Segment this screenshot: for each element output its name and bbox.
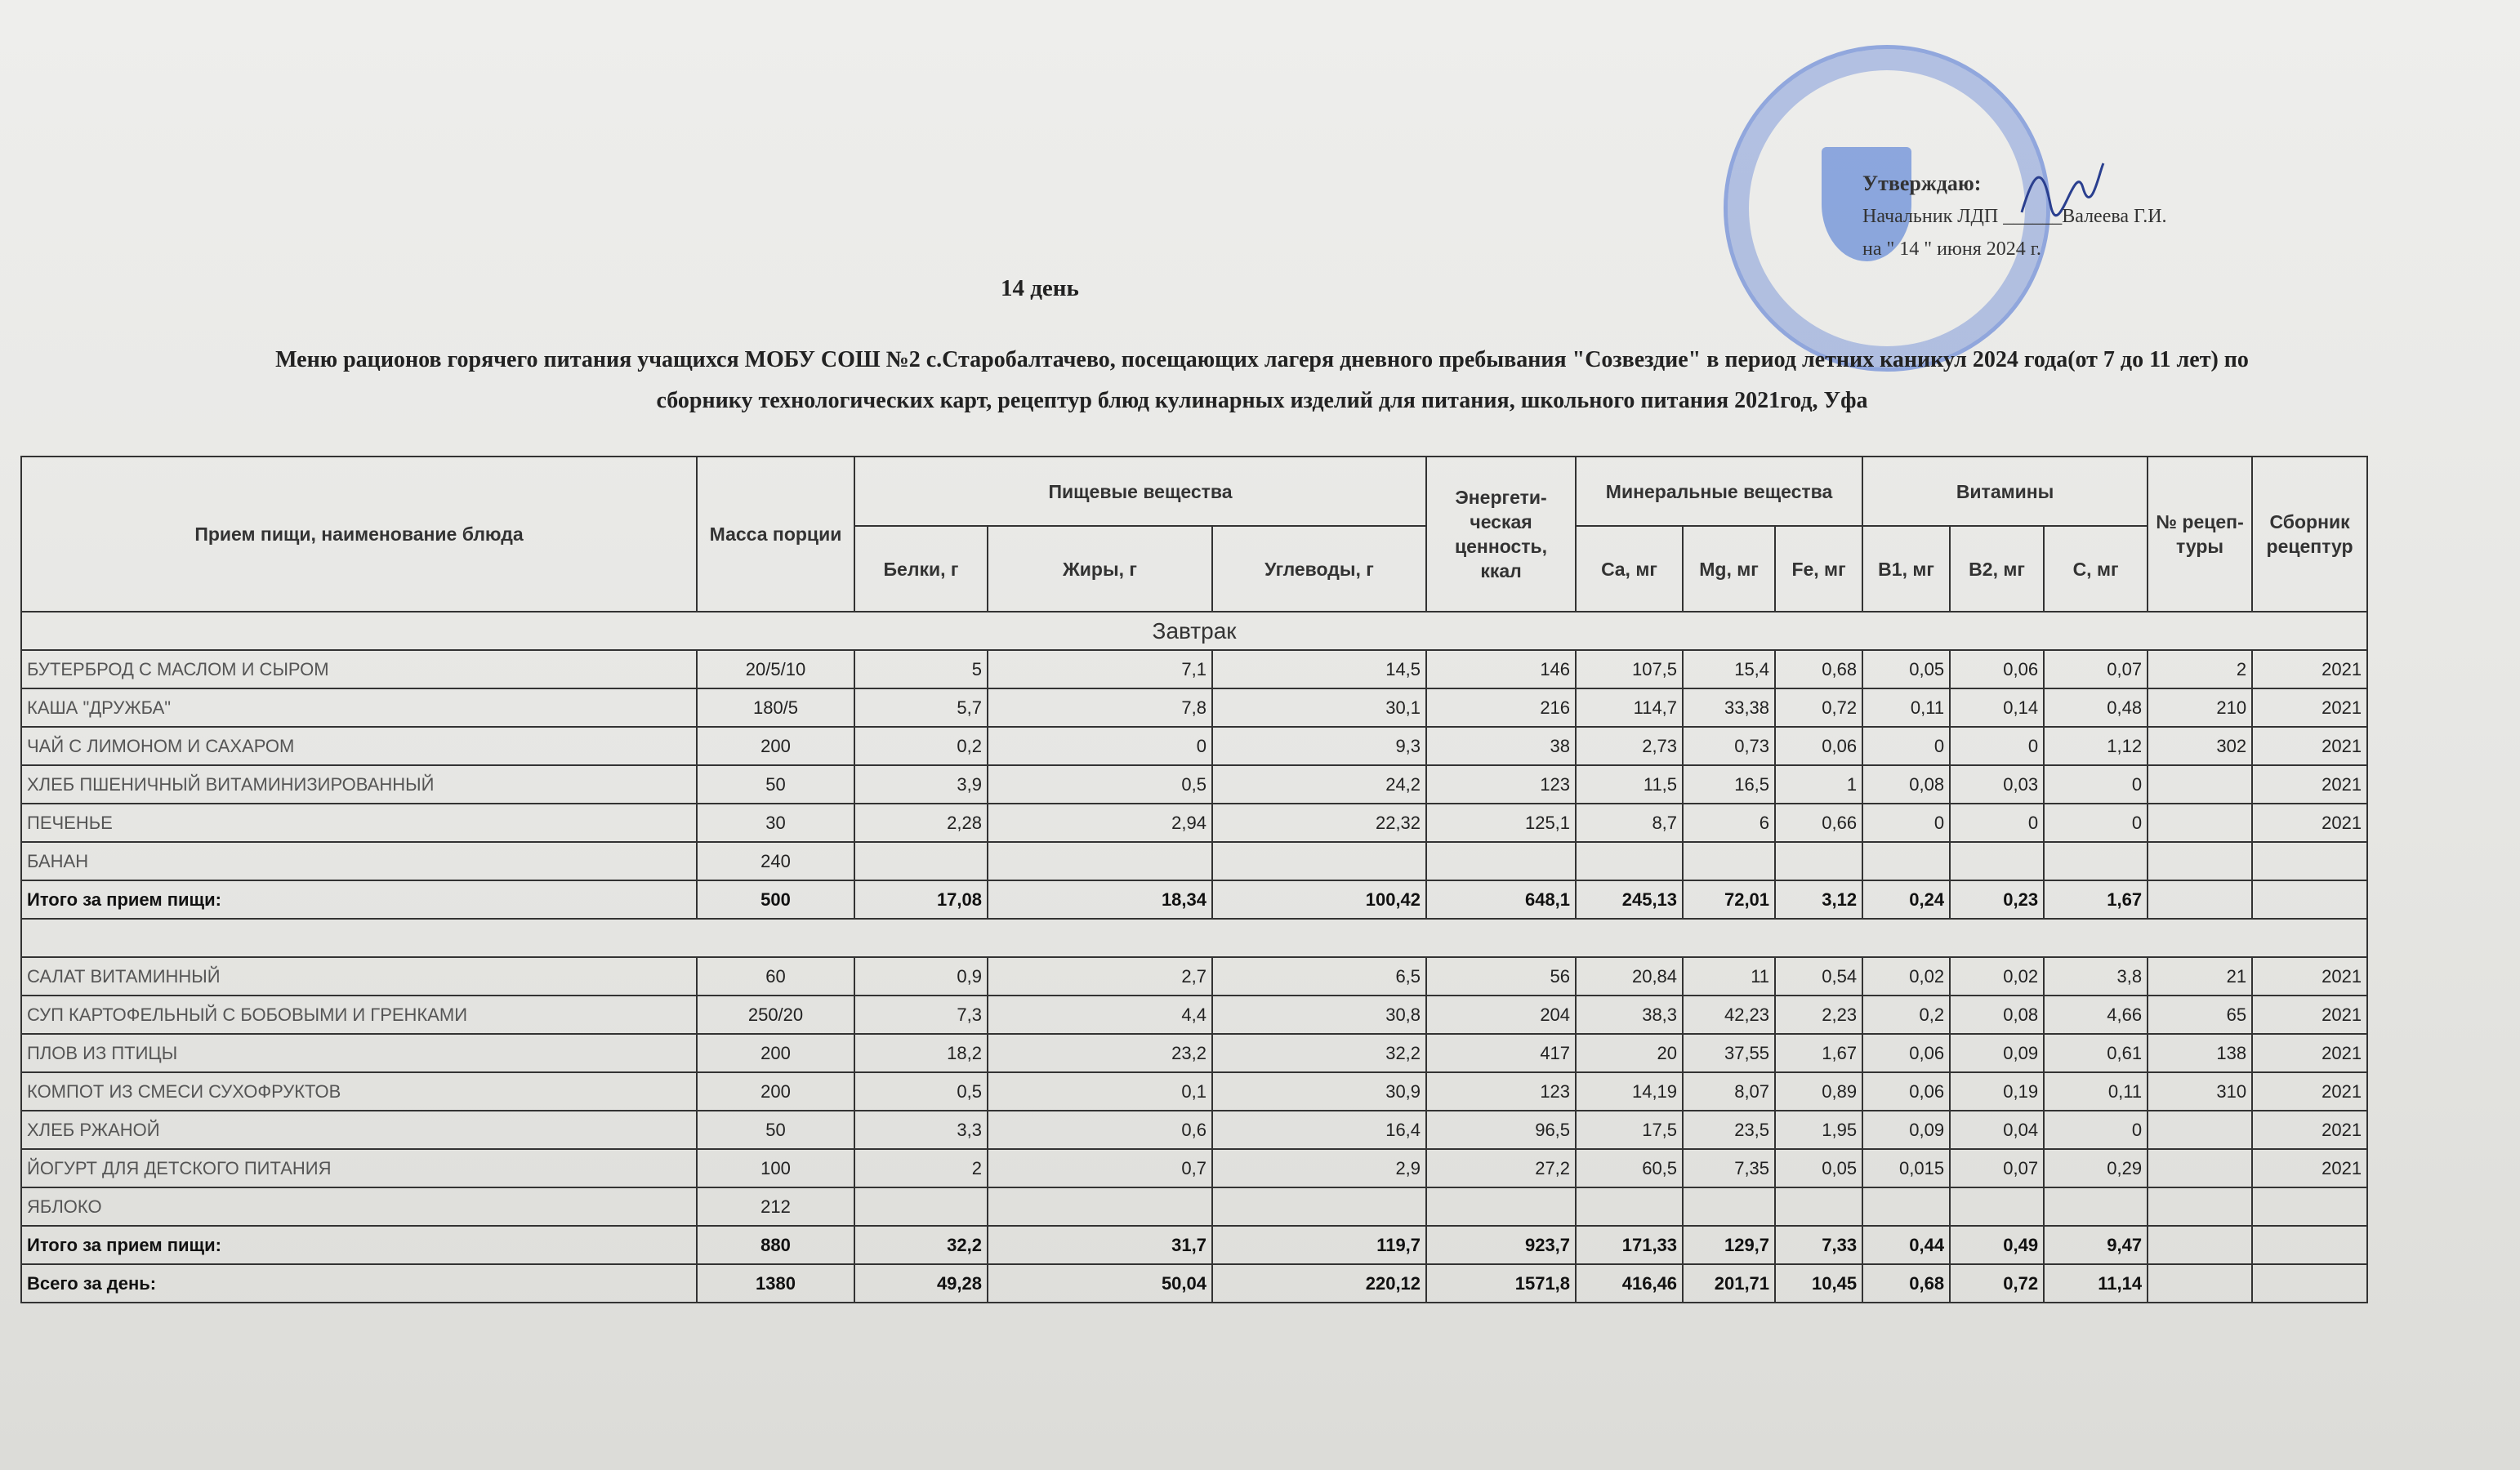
cell-recipe-no <box>2148 765 2252 804</box>
cell-dish-name: БАНАН <box>21 842 697 880</box>
cell-b2: 0,07 <box>1950 1149 2044 1187</box>
cell-carbs: 16,4 <box>1212 1111 1426 1149</box>
menu-title-line-2: сборнику технологических карт, рецептур блюд кулинарных изделий для питания, школьного питания 2021год, Уфа <box>656 388 1868 413</box>
cell-dish-name: ХЛЕБ РЖАНОЙ <box>21 1111 697 1149</box>
header-mass: Масса порции <box>697 457 854 612</box>
cell-b1 <box>1862 842 1950 880</box>
header-c: C, мг <box>2044 526 2148 612</box>
breakfast-total-row <box>21 880 2367 919</box>
cell-mass: 500 <box>697 880 854 919</box>
cell-carbs: 30,8 <box>1212 996 1426 1034</box>
cell-dish-name: Всего за день: <box>21 1264 697 1303</box>
cell-energy: 38 <box>1426 727 1576 765</box>
cell-energy: 27,2 <box>1426 1149 1576 1187</box>
cell-protein: 18,2 <box>854 1034 988 1072</box>
cell-recipe-no: 302 <box>2148 727 2252 765</box>
cell-recipe-no <box>2148 880 2252 919</box>
cell-dish-name: КАША "ДРУЖБА" <box>21 688 697 727</box>
table-row <box>21 1187 2367 1226</box>
cell-energy: 56 <box>1426 957 1576 996</box>
cell-mg: 15,4 <box>1683 650 1775 688</box>
cell-ca: 114,7 <box>1576 688 1683 727</box>
cell-fat: 0,7 <box>988 1149 1212 1187</box>
cell-ca <box>1576 842 1683 880</box>
table-row <box>21 727 2367 765</box>
cell-b1: 0 <box>1862 804 1950 842</box>
cell-protein: 0,2 <box>854 727 988 765</box>
cell-recipe-no <box>2148 1149 2252 1187</box>
section-breakfast <box>21 612 2367 650</box>
cell-protein <box>854 1187 988 1226</box>
cell-collection: 2021 <box>2252 1034 2367 1072</box>
header-b2: B2, мг <box>1950 526 2044 612</box>
header-energy: Энергети-ческая ценность, ккал <box>1426 457 1576 612</box>
cell-b1: 0,06 <box>1862 1072 1950 1111</box>
cell-b1: 0,24 <box>1862 880 1950 919</box>
header-ca: Ca, мг <box>1576 526 1683 612</box>
cell-collection: 2021 <box>2252 1111 2367 1149</box>
cell-carbs <box>1212 842 1426 880</box>
section-lunch <box>21 919 2367 957</box>
header-collection: Сборник рецептур <box>2252 457 2367 612</box>
cell-dish-name: СУП КАРТОФЕЛЬНЫЙ С БОБОВЫМИ И ГРЕНКАМИ <box>21 996 697 1034</box>
cell-fat: 7,8 <box>988 688 1212 727</box>
table-row <box>21 1034 2367 1072</box>
cell-b1 <box>1862 1187 1950 1226</box>
cell-c: 11,14 <box>2044 1264 2148 1303</box>
cell-mg: 201,71 <box>1683 1264 1775 1303</box>
cell-energy: 417 <box>1426 1034 1576 1072</box>
cell-mass: 212 <box>697 1187 854 1226</box>
cell-c: 9,47 <box>2044 1226 2148 1264</box>
cell-energy: 216 <box>1426 688 1576 727</box>
approval-line-1: Начальник ЛДП ______Валеева Г.И. <box>1862 206 2167 227</box>
cell-fe: 0,72 <box>1775 688 1862 727</box>
cell-fe: 0,66 <box>1775 804 1862 842</box>
cell-b2: 0,04 <box>1950 1111 2044 1149</box>
cell-recipe-no <box>2148 1226 2252 1264</box>
header-carbs: Углеводы, г <box>1212 526 1426 612</box>
cell-b2: 0 <box>1950 727 2044 765</box>
cell-collection: 2021 <box>2252 727 2367 765</box>
cell-mass: 50 <box>697 1111 854 1149</box>
cell-ca: 20 <box>1576 1034 1683 1072</box>
cell-dish-name: ПЕЧЕНЬЕ <box>21 804 697 842</box>
cell-ca: 20,84 <box>1576 957 1683 996</box>
cell-carbs: 24,2 <box>1212 765 1426 804</box>
cell-carbs <box>1212 1187 1426 1226</box>
cell-fat: 7,1 <box>988 650 1212 688</box>
cell-fe: 0,05 <box>1775 1149 1862 1187</box>
cell-dish-name: ПЛОВ ИЗ ПТИЦЫ <box>21 1034 697 1072</box>
cell-carbs: 30,1 <box>1212 688 1426 727</box>
cell-energy: 123 <box>1426 765 1576 804</box>
cell-ca: 2,73 <box>1576 727 1683 765</box>
header-fat: Жиры, г <box>988 526 1212 612</box>
cell-fat <box>988 842 1212 880</box>
cell-b2: 0,49 <box>1950 1226 2044 1264</box>
cell-b1: 0,015 <box>1862 1149 1950 1187</box>
cell-b2: 0,02 <box>1950 957 2044 996</box>
cell-c: 0,29 <box>2044 1149 2148 1187</box>
table-row <box>21 650 2367 688</box>
menu-title <box>57 340 2467 421</box>
cell-recipe-no: 21 <box>2148 957 2252 996</box>
cell-dish-name: ЧАЙ С ЛИМОНОМ И САХАРОМ <box>21 727 697 765</box>
cell-protein: 0,9 <box>854 957 988 996</box>
cell-ca: 245,13 <box>1576 880 1683 919</box>
cell-c: 0 <box>2044 1111 2148 1149</box>
approval-block <box>1862 167 2167 265</box>
header-meal: Прием пищи, наименование блюда <box>21 457 697 612</box>
cell-protein: 5 <box>854 650 988 688</box>
cell-dish-name: ЯБЛОКО <box>21 1187 697 1226</box>
cell-carbs: 6,5 <box>1212 957 1426 996</box>
cell-mg: 16,5 <box>1683 765 1775 804</box>
cell-fe: 0,54 <box>1775 957 1862 996</box>
header-vitamins: Витамины <box>1862 457 2148 526</box>
header-minerals: Минеральные вещества <box>1576 457 1862 526</box>
day-total-row <box>21 1264 2367 1303</box>
cell-b2: 0,23 <box>1950 880 2044 919</box>
cell-mass: 60 <box>697 957 854 996</box>
cell-fat: 0 <box>988 727 1212 765</box>
cell-b1: 0,06 <box>1862 1034 1950 1072</box>
cell-dish-name: БУТЕРБРОД С МАСЛОМ И СЫРОМ <box>21 650 697 688</box>
cell-c <box>2044 842 2148 880</box>
cell-collection: 2021 <box>2252 650 2367 688</box>
cell-carbs: 100,42 <box>1212 880 1426 919</box>
cell-recipe-no: 138 <box>2148 1034 2252 1072</box>
day-title: 14 день <box>1001 275 1079 301</box>
cell-energy <box>1426 842 1576 880</box>
cell-collection: 2021 <box>2252 688 2367 727</box>
cell-energy: 204 <box>1426 996 1576 1034</box>
cell-energy: 125,1 <box>1426 804 1576 842</box>
cell-c: 0,48 <box>2044 688 2148 727</box>
cell-energy: 123 <box>1426 1072 1576 1111</box>
cell-b1: 0,02 <box>1862 957 1950 996</box>
table-row <box>21 842 2367 880</box>
table-row <box>21 765 2367 804</box>
table-row <box>21 1111 2367 1149</box>
cell-b2: 0,06 <box>1950 650 2044 688</box>
cell-collection <box>2252 842 2367 880</box>
cell-b1: 0 <box>1862 727 1950 765</box>
cell-mass: 100 <box>697 1149 854 1187</box>
cell-b2: 0 <box>1950 804 2044 842</box>
header-recipe-no: № рецеп-туры <box>2148 457 2252 612</box>
cell-fe <box>1775 842 1862 880</box>
cell-mass: 1380 <box>697 1264 854 1303</box>
cell-mg: 37,55 <box>1683 1034 1775 1072</box>
menu-table <box>20 456 2368 1303</box>
menu-title-line-1: Меню рационов горячего питания учащихся МОБУ СОШ №2 с.Старобалтачево, посещающих лагеря дневного пребывания "Созвездие" в период летних каникул 2024 года(от 7 до 11 лет) по <box>275 347 2249 372</box>
cell-b1: 0,68 <box>1862 1264 1950 1303</box>
cell-c: 0 <box>2044 765 2148 804</box>
table-row <box>21 1072 2367 1111</box>
cell-recipe-no: 310 <box>2148 1072 2252 1111</box>
cell-carbs: 30,9 <box>1212 1072 1426 1111</box>
cell-dish-name: ЙОГУРТ ДЛЯ ДЕТСКОГО ПИТАНИЯ <box>21 1149 697 1187</box>
cell-energy: 146 <box>1426 650 1576 688</box>
cell-b2 <box>1950 1187 2044 1226</box>
cell-c: 1,67 <box>2044 880 2148 919</box>
table-row <box>21 957 2367 996</box>
cell-dish-name: Итого за прием пищи: <box>21 880 697 919</box>
cell-ca <box>1576 1187 1683 1226</box>
cell-mass: 20/5/10 <box>697 650 854 688</box>
cell-fat: 31,7 <box>988 1226 1212 1264</box>
cell-fat: 0,6 <box>988 1111 1212 1149</box>
cell-collection: 2021 <box>2252 804 2367 842</box>
cell-protein <box>854 842 988 880</box>
cell-c: 0 <box>2044 804 2148 842</box>
cell-collection: 2021 <box>2252 996 2367 1034</box>
cell-b1: 0,11 <box>1862 688 1950 727</box>
cell-mass: 880 <box>697 1226 854 1264</box>
cell-c: 0,07 <box>2044 650 2148 688</box>
cell-b2: 0,08 <box>1950 996 2044 1034</box>
cell-fe: 0,89 <box>1775 1072 1862 1111</box>
cell-mg: 23,5 <box>1683 1111 1775 1149</box>
cell-energy: 648,1 <box>1426 880 1576 919</box>
cell-c: 3,8 <box>2044 957 2148 996</box>
cell-recipe-no <box>2148 1187 2252 1226</box>
cell-fe <box>1775 1187 1862 1226</box>
cell-collection: 2021 <box>2252 765 2367 804</box>
cell-carbs: 9,3 <box>1212 727 1426 765</box>
cell-b2: 0,03 <box>1950 765 2044 804</box>
cell-carbs: 22,32 <box>1212 804 1426 842</box>
cell-mass: 250/20 <box>697 996 854 1034</box>
lunch-total-row <box>21 1226 2367 1264</box>
cell-energy: 923,7 <box>1426 1226 1576 1264</box>
cell-collection: 2021 <box>2252 1149 2367 1187</box>
cell-mass: 50 <box>697 765 854 804</box>
cell-fe: 3,12 <box>1775 880 1862 919</box>
cell-b1: 0,05 <box>1862 650 1950 688</box>
cell-protein: 5,7 <box>854 688 988 727</box>
cell-carbs: 220,12 <box>1212 1264 1426 1303</box>
cell-mg: 6 <box>1683 804 1775 842</box>
cell-fat: 2,94 <box>988 804 1212 842</box>
cell-dish-name: КОМПОТ ИЗ СМЕСИ СУХОФРУКТОВ <box>21 1072 697 1111</box>
cell-c <box>2044 1187 2148 1226</box>
cell-protein: 0,5 <box>854 1072 988 1111</box>
cell-c: 1,12 <box>2044 727 2148 765</box>
cell-dish-name: ХЛЕБ ПШЕНИЧНЫЙ ВИТАМИНИЗИРОВАННЫЙ <box>21 765 697 804</box>
approval-line-2: на " 14 " июня 2024 г. <box>1862 238 2041 260</box>
table-row <box>21 688 2367 727</box>
cell-ca: 17,5 <box>1576 1111 1683 1149</box>
header-b1: B1, мг <box>1862 526 1950 612</box>
table-row <box>21 804 2367 842</box>
cell-mg: 33,38 <box>1683 688 1775 727</box>
header-mg: Mg, мг <box>1683 526 1775 612</box>
cell-energy: 1571,8 <box>1426 1264 1576 1303</box>
cell-fat: 0,1 <box>988 1072 1212 1111</box>
cell-b2: 0,19 <box>1950 1072 2044 1111</box>
cell-energy: 96,5 <box>1426 1111 1576 1149</box>
header-nutrients: Пищевые вещества <box>854 457 1426 526</box>
section-title <box>21 919 2367 957</box>
cell-ca: 171,33 <box>1576 1226 1683 1264</box>
approval-title: Утверждаю: <box>1862 172 1982 195</box>
cell-fe: 1 <box>1775 765 1862 804</box>
cell-fat: 4,4 <box>988 996 1212 1034</box>
cell-mass: 200 <box>697 1072 854 1111</box>
cell-b1: 0,2 <box>1862 996 1950 1034</box>
cell-mg: 11 <box>1683 957 1775 996</box>
cell-mg: 129,7 <box>1683 1226 1775 1264</box>
cell-fe: 2,23 <box>1775 996 1862 1034</box>
cell-ca: 60,5 <box>1576 1149 1683 1187</box>
cell-carbs: 32,2 <box>1212 1034 1426 1072</box>
cell-c: 0,61 <box>2044 1034 2148 1072</box>
cell-recipe-no <box>2148 1111 2252 1149</box>
cell-dish-name: Итого за прием пищи: <box>21 1226 697 1264</box>
cell-b2: 0,72 <box>1950 1264 2044 1303</box>
cell-collection: 2021 <box>2252 1072 2367 1111</box>
cell-b2 <box>1950 842 2044 880</box>
cell-fe: 0,06 <box>1775 727 1862 765</box>
cell-carbs: 2,9 <box>1212 1149 1426 1187</box>
cell-mg <box>1683 842 1775 880</box>
cell-protein: 3,9 <box>854 765 988 804</box>
cell-collection: 2021 <box>2252 957 2367 996</box>
cell-protein: 7,3 <box>854 996 988 1034</box>
cell-mass: 200 <box>697 727 854 765</box>
cell-b2: 0,09 <box>1950 1034 2044 1072</box>
cell-recipe-no: 210 <box>2148 688 2252 727</box>
table-row <box>21 1149 2367 1187</box>
cell-mg: 42,23 <box>1683 996 1775 1034</box>
cell-fe: 7,33 <box>1775 1226 1862 1264</box>
cell-mg: 8,07 <box>1683 1072 1775 1111</box>
cell-recipe-no <box>2148 804 2252 842</box>
cell-mass: 200 <box>697 1034 854 1072</box>
table-row <box>21 996 2367 1034</box>
cell-mg: 0,73 <box>1683 727 1775 765</box>
cell-c: 0,11 <box>2044 1072 2148 1111</box>
cell-fat: 18,34 <box>988 880 1212 919</box>
cell-fe: 10,45 <box>1775 1264 1862 1303</box>
cell-b1: 0,09 <box>1862 1111 1950 1149</box>
cell-mg: 7,35 <box>1683 1149 1775 1187</box>
cell-ca: 38,3 <box>1576 996 1683 1034</box>
cell-mass: 240 <box>697 842 854 880</box>
cell-energy <box>1426 1187 1576 1226</box>
header-protein: Белки, г <box>854 526 988 612</box>
cell-recipe-no: 2 <box>2148 650 2252 688</box>
section-title: Завтрак <box>21 612 2367 650</box>
cell-protein: 49,28 <box>854 1264 988 1303</box>
cell-fat: 50,04 <box>988 1264 1212 1303</box>
cell-collection <box>2252 1187 2367 1226</box>
cell-carbs: 119,7 <box>1212 1226 1426 1264</box>
cell-recipe-no <box>2148 842 2252 880</box>
cell-ca: 416,46 <box>1576 1264 1683 1303</box>
cell-collection <box>2252 880 2367 919</box>
cell-recipe-no: 65 <box>2148 996 2252 1034</box>
cell-mg: 72,01 <box>1683 880 1775 919</box>
cell-ca: 8,7 <box>1576 804 1683 842</box>
cell-protein: 2,28 <box>854 804 988 842</box>
cell-fat: 0,5 <box>988 765 1212 804</box>
cell-fat <box>988 1187 1212 1226</box>
cell-collection <box>2252 1226 2367 1264</box>
cell-b1: 0,44 <box>1862 1226 1950 1264</box>
header-fe: Fe, мг <box>1775 526 1862 612</box>
cell-protein: 32,2 <box>854 1226 988 1264</box>
cell-fat: 2,7 <box>988 957 1212 996</box>
cell-carbs: 14,5 <box>1212 650 1426 688</box>
cell-collection <box>2252 1264 2367 1303</box>
cell-c: 4,66 <box>2044 996 2148 1034</box>
cell-fe: 1,67 <box>1775 1034 1862 1072</box>
cell-fat: 23,2 <box>988 1034 1212 1072</box>
cell-ca: 11,5 <box>1576 765 1683 804</box>
cell-fe: 1,95 <box>1775 1111 1862 1149</box>
cell-protein: 2 <box>854 1149 988 1187</box>
cell-b2: 0,14 <box>1950 688 2044 727</box>
cell-fe: 0,68 <box>1775 650 1862 688</box>
cell-protein: 17,08 <box>854 880 988 919</box>
cell-ca: 14,19 <box>1576 1072 1683 1111</box>
cell-b1: 0,08 <box>1862 765 1950 804</box>
cell-dish-name: САЛАТ ВИТАМИННЫЙ <box>21 957 697 996</box>
cell-mass: 180/5 <box>697 688 854 727</box>
cell-protein: 3,3 <box>854 1111 988 1149</box>
cell-mg <box>1683 1187 1775 1226</box>
cell-mass: 30 <box>697 804 854 842</box>
cell-ca: 107,5 <box>1576 650 1683 688</box>
cell-recipe-no <box>2148 1264 2252 1303</box>
